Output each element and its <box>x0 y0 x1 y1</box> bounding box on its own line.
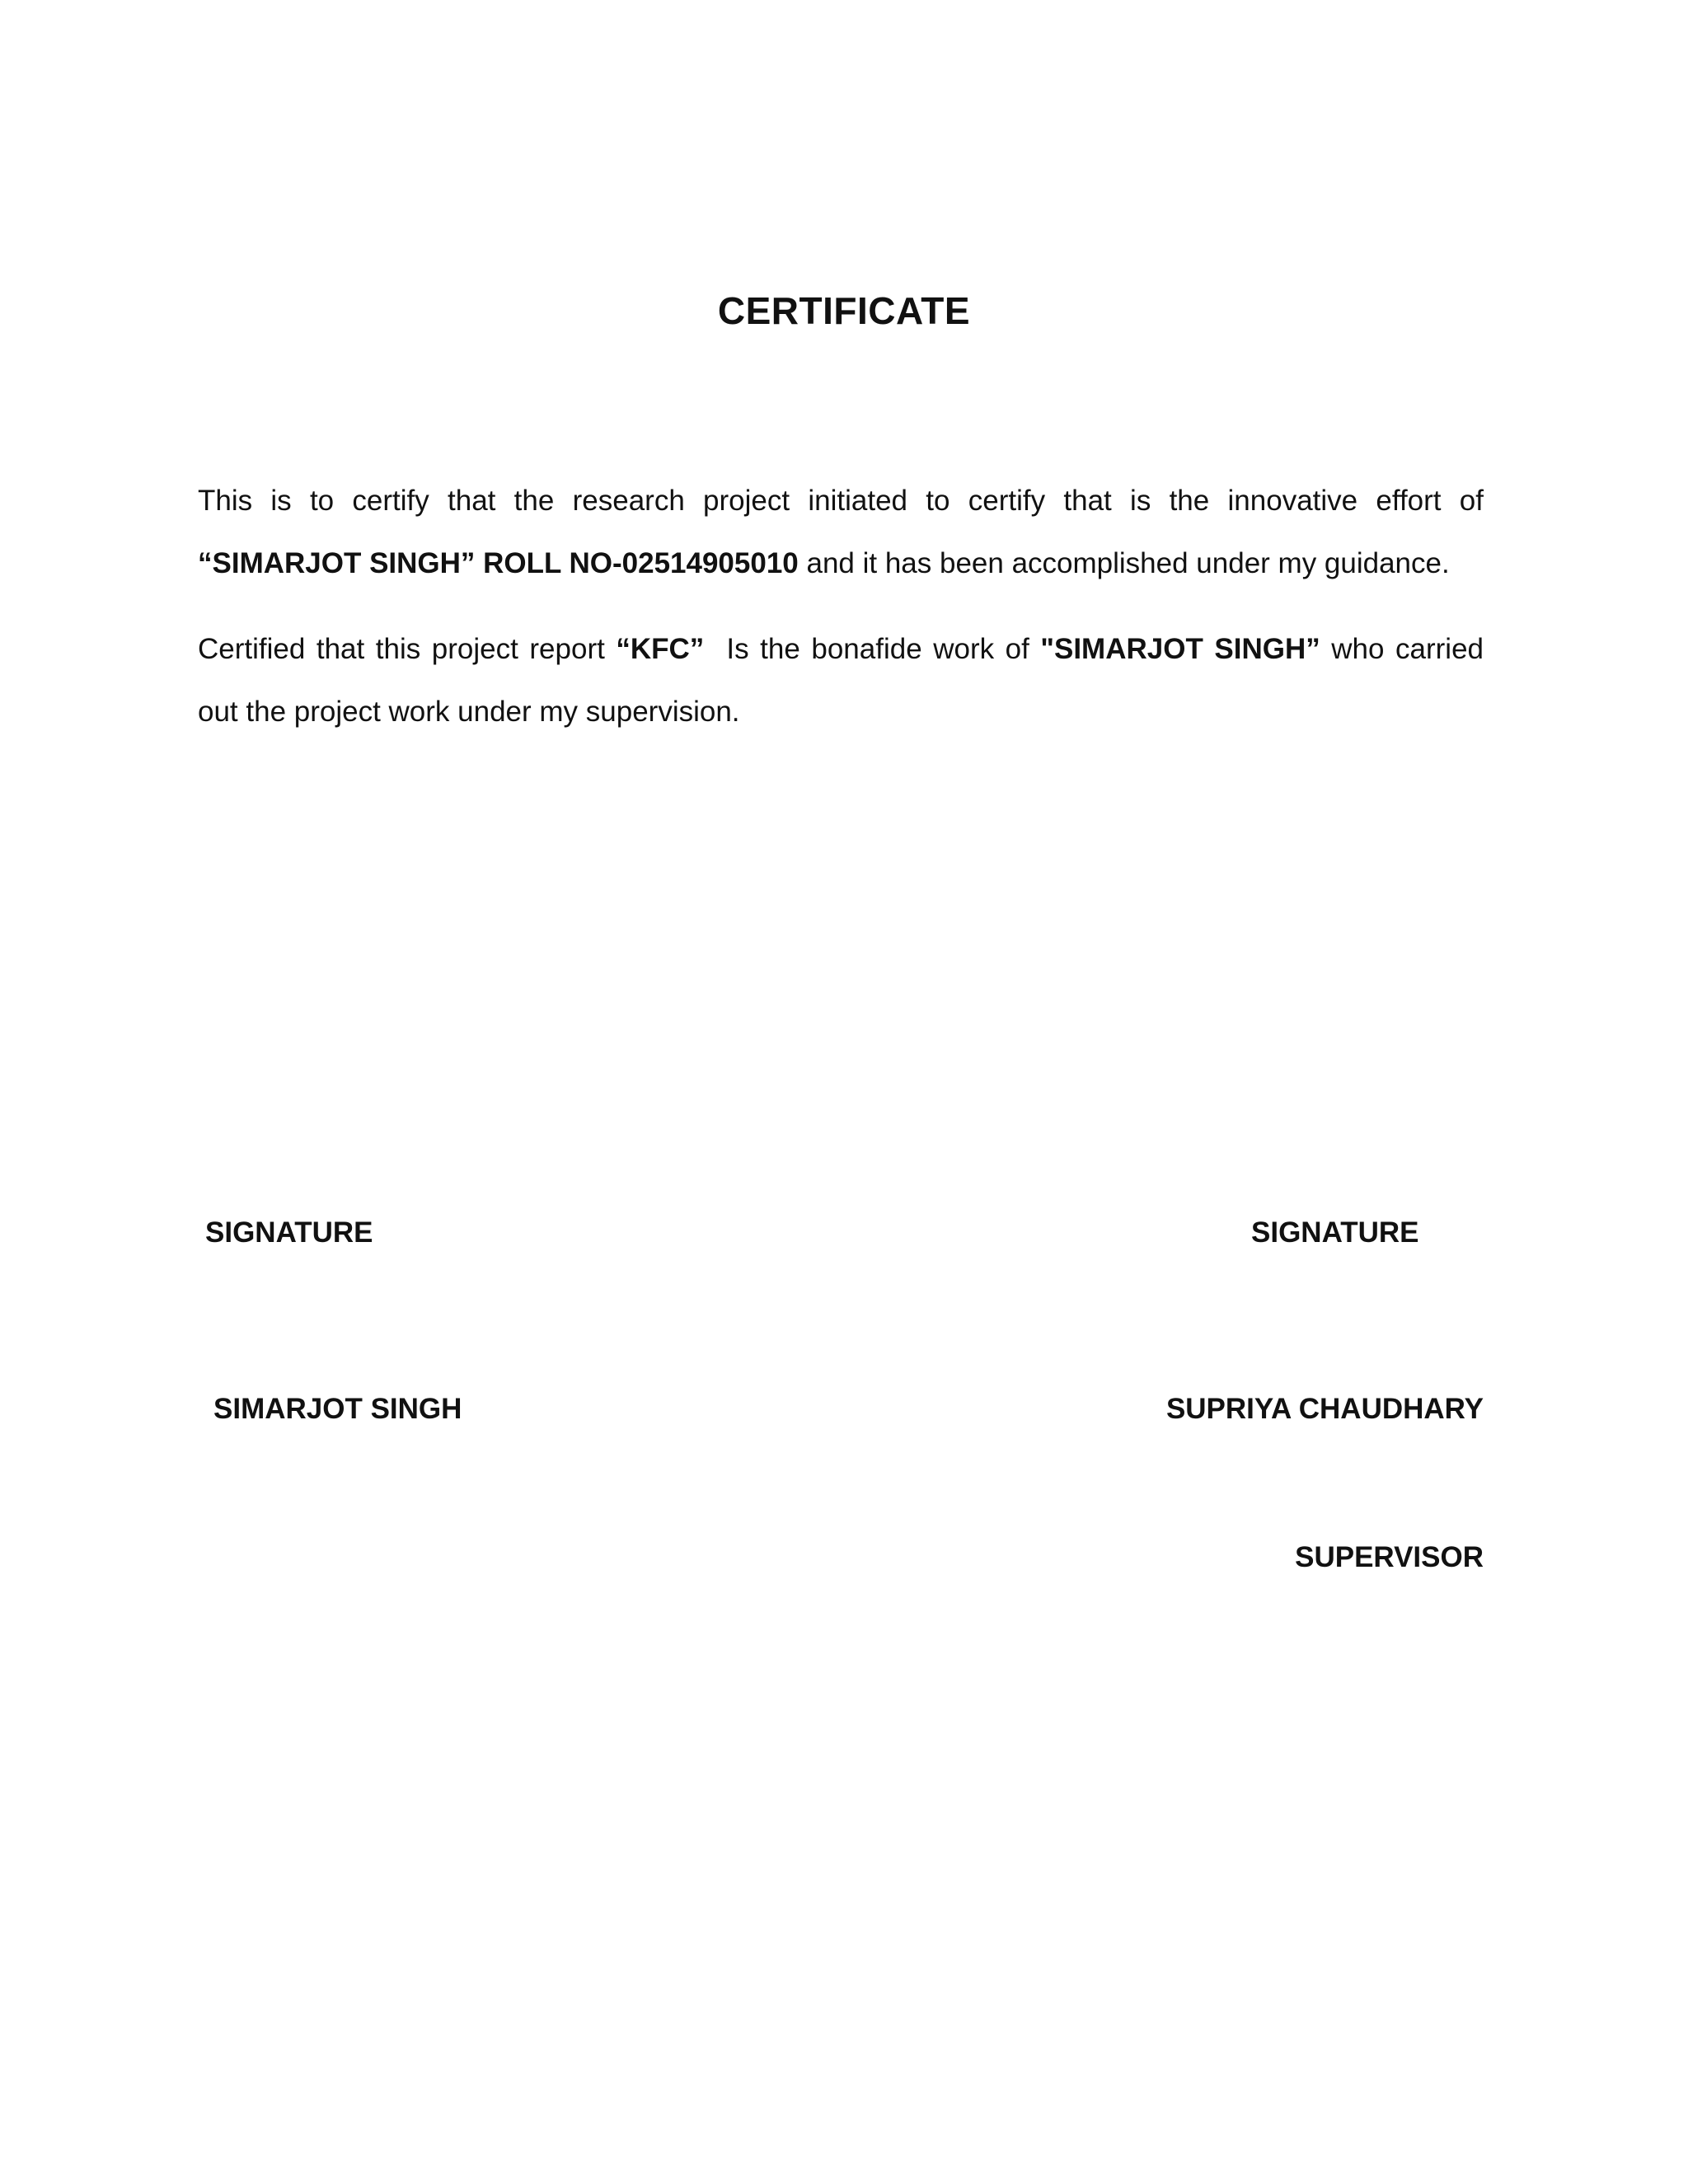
student-signature-label: SIGNATURE <box>205 1216 373 1249</box>
supervisor-role-label: SUPERVISOR <box>1295 1541 1484 1573</box>
project-name: “KFC” <box>616 633 705 665</box>
certification-paragraph <box>198 470 1484 595</box>
student-name-label: SIMARJOT SINGH <box>213 1393 462 1425</box>
paragraph1-text-b: and it has been accomplished under my guidance. <box>798 547 1450 579</box>
paragraph2-text-b: Is the bonafide work of <box>704 633 1041 665</box>
certificate-title: CERTIFICATE <box>717 289 971 332</box>
student-name: "SIMARJOT SINGH” <box>1040 633 1320 665</box>
supervisor-name-label: SUPRIYA CHAUDHARY <box>1165 1393 1484 1425</box>
supervisor-signature-label: SIGNATURE <box>1251 1216 1419 1249</box>
paragraph1-text-a: This is to certify that the research project initiated to certify that is the innovative effort of <box>198 485 1484 517</box>
student-name-roll: “SIMARJOT SINGH” ROLL NO-02514905010 <box>198 547 799 579</box>
paragraph2-text-c: who carried out the project work under my supervision. <box>198 633 1484 728</box>
project-paragraph <box>198 618 1484 743</box>
paragraph2-text-a: Certified that this project report <box>198 633 617 665</box>
